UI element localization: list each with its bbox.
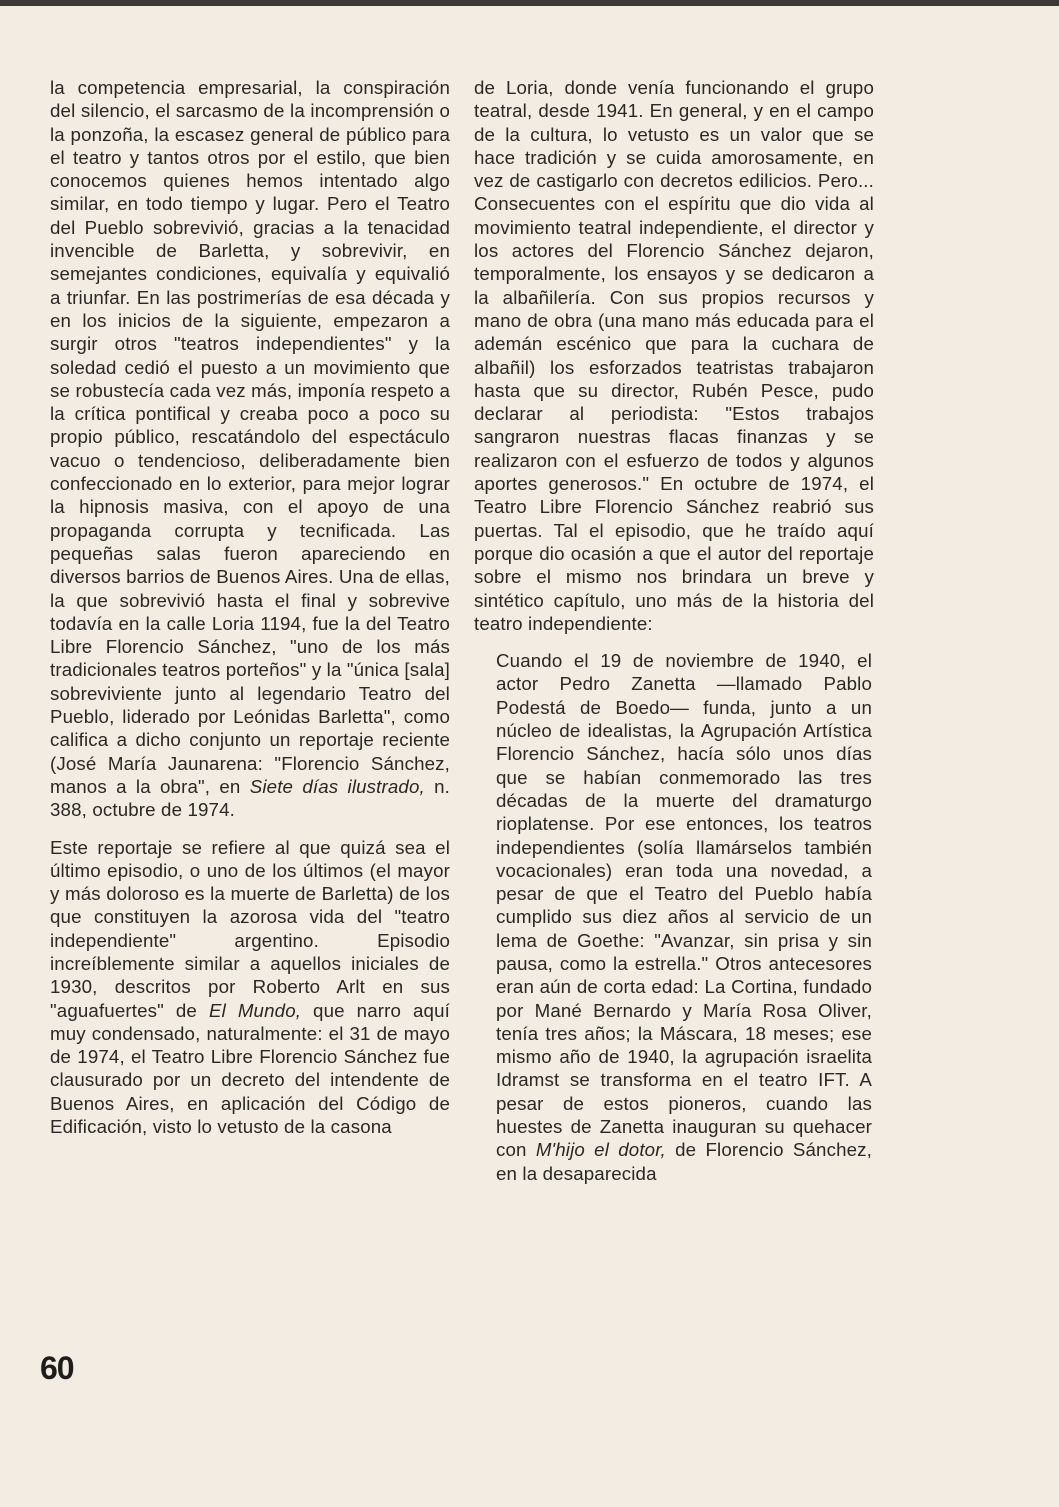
left-paragraph-2 xyxy=(50,836,450,1139)
left-paragraph-1 xyxy=(50,76,450,822)
magazine-title: Siete días ilustrado, xyxy=(249,775,425,797)
top-border-rule xyxy=(0,0,1059,6)
newspaper-title: El Mundo, xyxy=(208,999,302,1021)
page-number: 60 xyxy=(40,1350,74,1386)
right-column xyxy=(474,76,874,1185)
play-title: M'hijo el dotor, xyxy=(535,1139,666,1161)
left-paragraph-2-end: que narro aquí muy condensado, naturalmente: el 31 de mayo de 1974, el Teatro Libre Florencio Sánchez fue clausurado por un decreto del intendente de Buenos Aires, en aplicación del Código de Edificación, visto lo vetusto de la casona xyxy=(50,999,450,1138)
block-quote-text: Cuando el 19 de noviembre de 1940, el actor Pedro Zanetta —llamado Pablo Podestá de Boedo— funda, junto a un núcleo de idealistas, la Agrupación Artística Florencio Sánchez, hacía sólo unos días que se habían conmemorado las tres décadas de la muerte del dramaturgo rioplatense. Por ese entonces, los teatros independientes (solía llamárselos también vocacionales) eran toda una novedad, a pesar de que el Teatro del Pueblo había cumplido sus diez años al servicio de un lema de Goethe: "Avanzar, sin prisa y sin pausa, como la estrella." Otros antecesores eran aún de corta edad: La Cortina, fundado por Mané Bernardo y María Rosa Oliver, tenía tres años; la Máscara, 18 meses; ese mismo año de 1940, la agrupación israelita Idramst se transforma en el teatro IFT. A pesar de estos pioneros, cuando las huestes de Zanetta inauguran su quehacer con xyxy=(496,650,872,1161)
left-column xyxy=(50,76,450,1138)
left-paragraph-2-text: Este reportaje se refiere al que quizá sea el último episodio, o uno de los últimos (el mayor y más doloroso es la muerte de Barletta) de los que constituyen la azorosa vida del "teatro independiente" argentino. Episodio increíblemente similar a aquellos iniciales de 1930, descritos por Roberto Arlt en sus "aguafuertes" de xyxy=(50,836,450,1021)
block-quote xyxy=(496,649,872,1185)
left-paragraph-1-text: la competencia empresarial, la conspiración del silencio, el sarcasmo de la incomprensión o la ponzoña, la escasez general de público para el teatro y tantos otros por el estilo, que bien conocemos quienes hemos intentado algo similar, en todo tiempo y lugar. Pero el Teatro del Pueblo sobrevivió, gracias a la tenacidad invencible de Barletta, y sobrevivir, en semejantes condiciones, equivalía y equivalió a triunfar. En las postrimerías de esa década y en los inicios de la siguiente, empezaron a surgir otros "teatros independientes" y la soledad cedió el puesto a un movimiento que se robustecía cada vez más, imponía respeto a la crítica pontifical y creaba poco a poco su propio público, rescatándolo del espectáculo vacuo o tendencioso, deliberadamente bien confeccionado en lo exterior, para mejor lograr la hipnosis masiva, con el apoyo de una propaganda corrupta y tecnificada. Las pequeñas salas fueron apareciendo en diversos barrios de Buenos Aires. Una de ellas, la que sobrevivió hasta el final y sobrevive todavía en la calle Loria 1194, fue la del Teatro Libre Florencio Sánchez, "uno de los más tradicionales teatros porteños" y la "única [sala] sobreviviente junto al legendario Teatro del Pueblo, liderado por Leónidas Barletta", como califica a dicho conjunto un reportaje reciente (José María Jaunarena: "Florencio Sánchez, manos a la obra", en xyxy=(50,77,450,797)
left-paragraph-1-end: n. 388, octubre de 1974. xyxy=(50,775,450,821)
block-quote-end: de Florencio Sánchez, en la desaparecida xyxy=(496,1139,872,1184)
right-paragraph-1: de Loria, donde venía funcionando el grupo teatral, desde 1941. En general, y en el campo de la cultura, lo vetusto es un valor que se hace tradición y se cuida amorosamente, en vez de castigarlo con decretos edilicios. Pero... Consecuentes con el espíritu que dio vida al movimiento teatral independiente, el director y los actores del Florencio Sánchez dejaron, temporalmente, los ensayos y se dedicaron a la albañilería. Con sus propios recursos y mano de obra (una mano más educada para el ademán escénico que para la cuchara de albañil) los esforzados teatristas trabajaron hasta que su director, Rubén Pesce, pudo declarar al periodista: "Estos trabajos sangraron nuestras flacas finanzas y se realizaron con el esfuerzo de todos y algunos aportes generosos." En octubre de 1974, el Teatro Libre Florencio Sánchez reabrió sus puertas. Tal el episodio, que he traído aquí porque dio ocasión a que el autor del reportaje sobre el mismo nos brindara un breve y sintético capítulo, uno más de la historia del teatro independiente: xyxy=(474,77,874,634)
